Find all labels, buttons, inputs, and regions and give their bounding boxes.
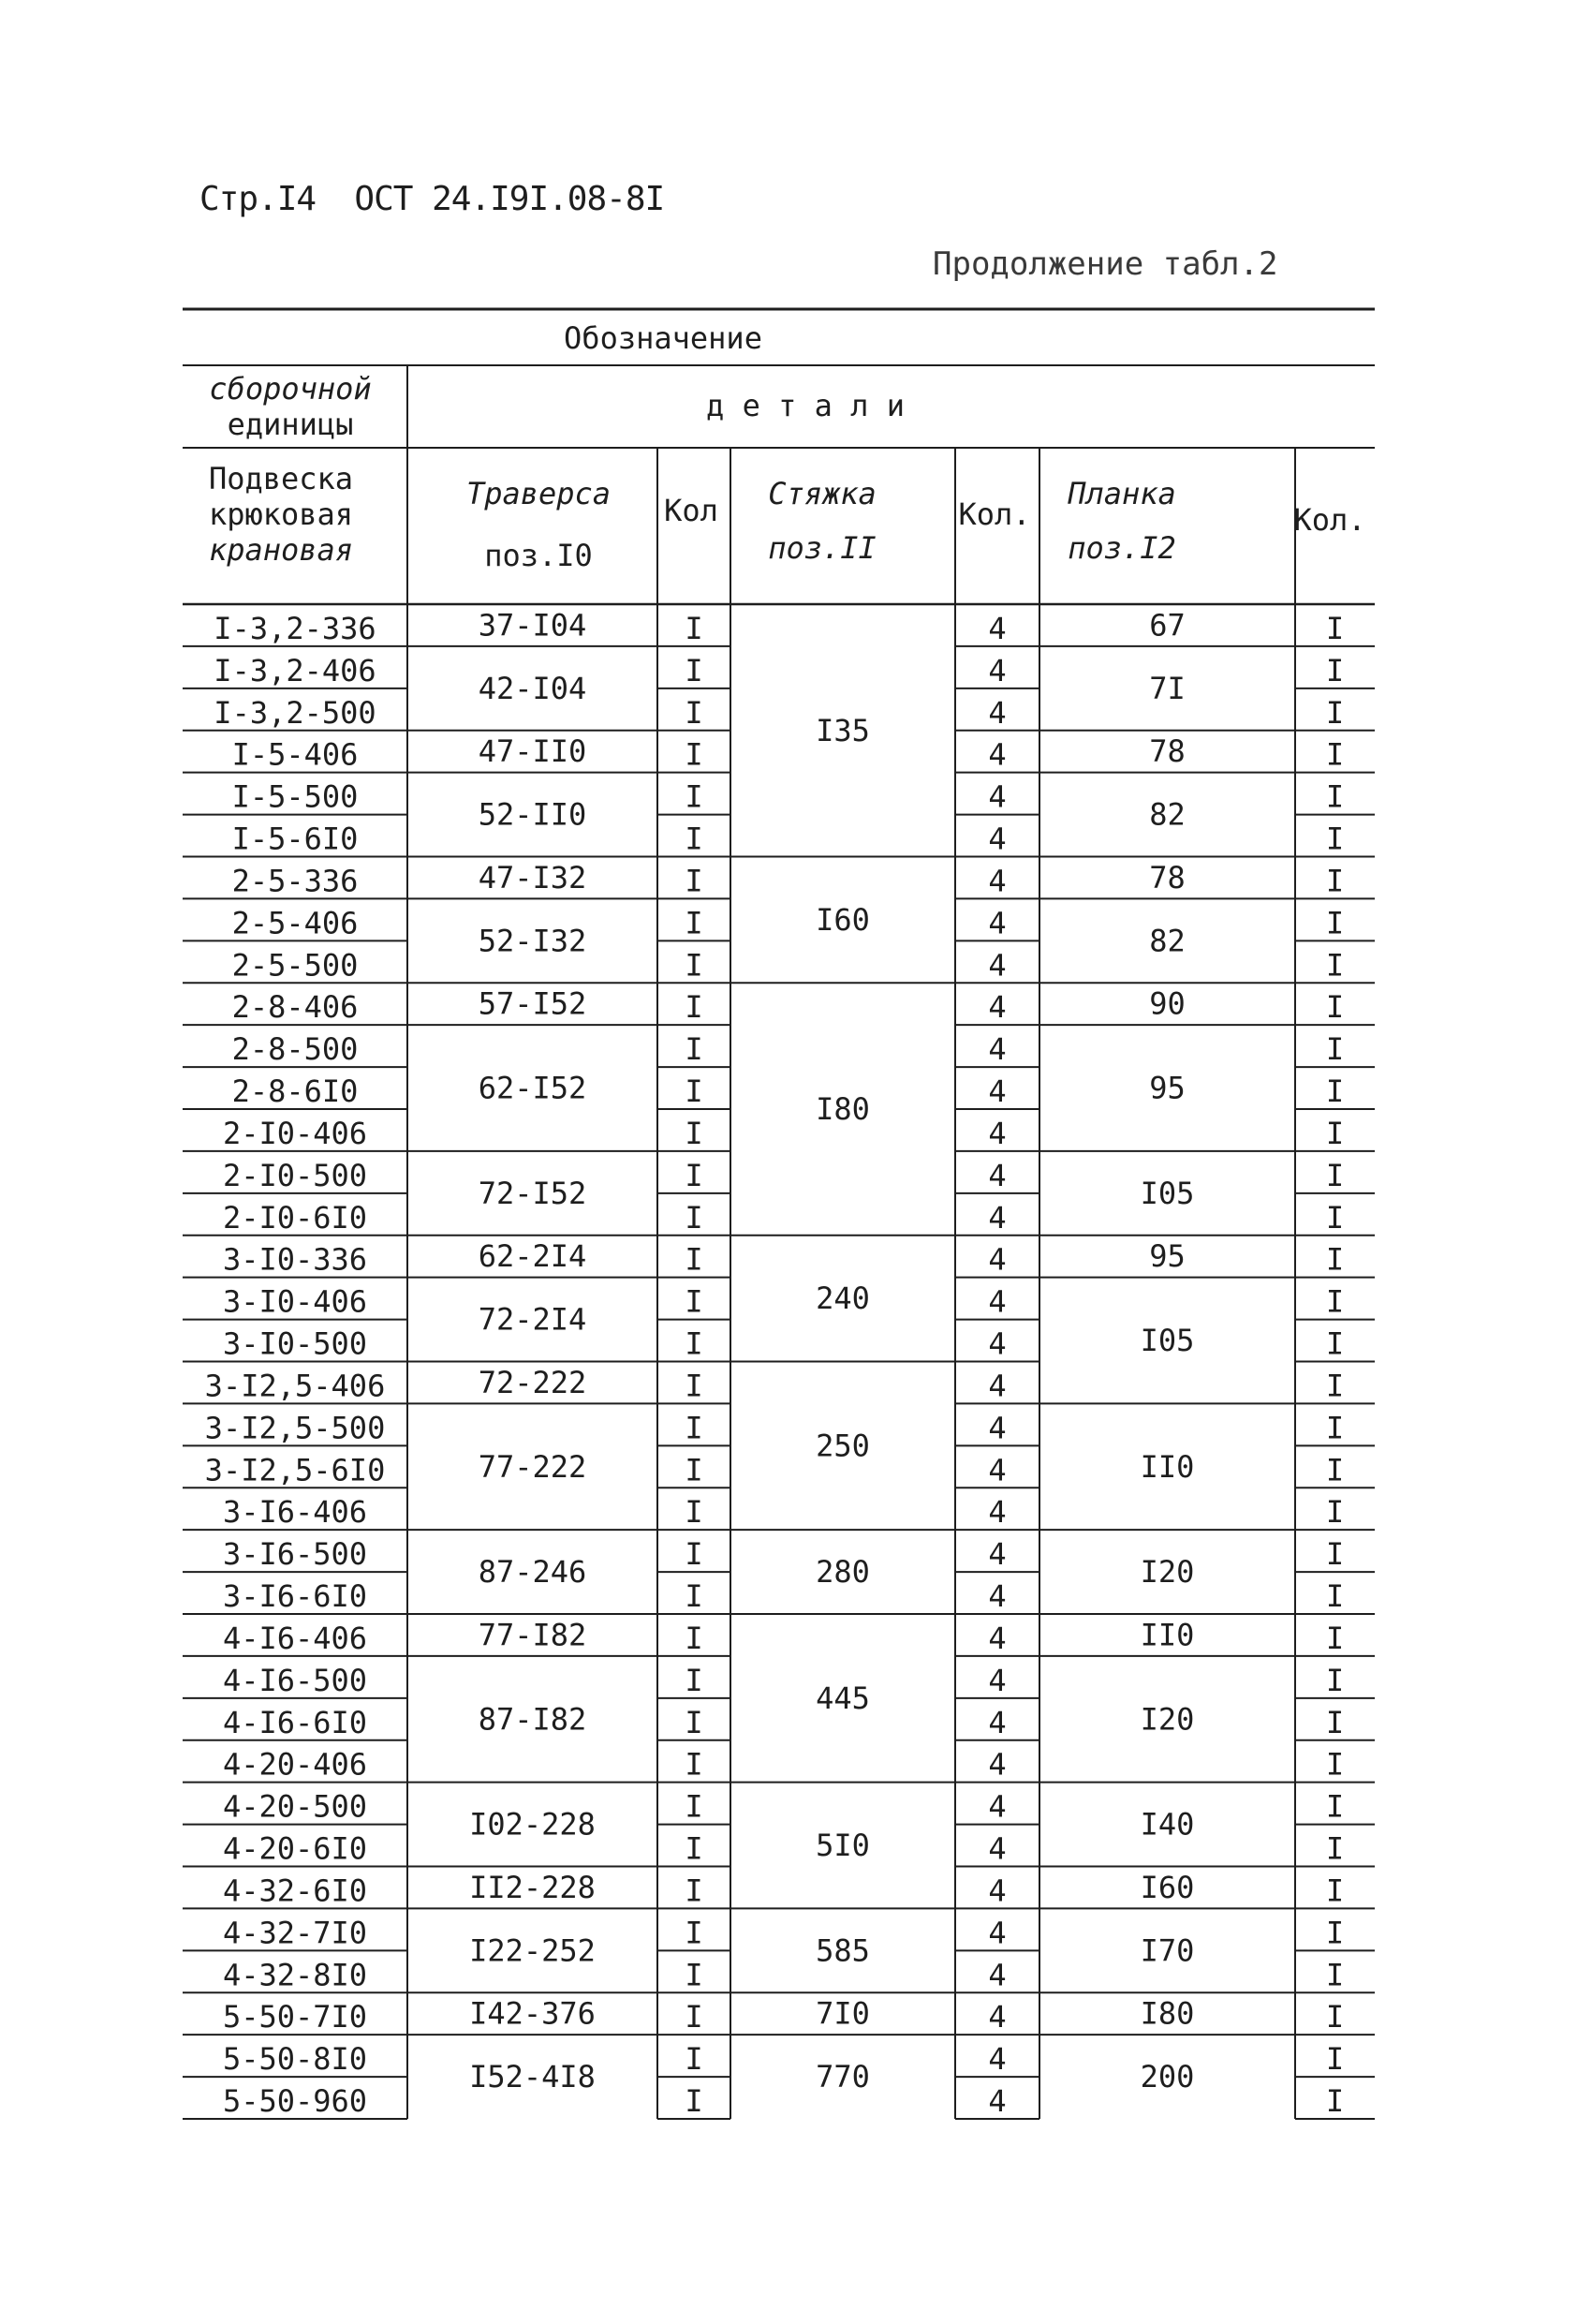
traverse-qty-cell: I (685, 947, 703, 984)
traverse-designation-cell: I52-4I8 (469, 2059, 596, 2095)
traverse-designation-cell: 47-II0 (478, 733, 587, 770)
tie-qty-cell: 4 (988, 1199, 1007, 1236)
assembly-designation: 4-20-6I0 (222, 1830, 368, 1867)
traverse-designation-cell: 47-I32 (478, 859, 587, 896)
assembly-designation: I-3,2-406 (214, 652, 376, 688)
strip-designation-cell: 67 (1149, 607, 1186, 644)
traverse-qty-cell: I (685, 2041, 703, 2078)
strip-designation-cell: II0 (1140, 1617, 1195, 1653)
strip-qty-cell: I (1325, 1662, 1345, 1698)
assembly-designation: 3-I2,5-406 (204, 1368, 386, 1404)
strip-qty-cell: I (1325, 1746, 1345, 1783)
strip-designation-cell: 95 (1149, 1070, 1186, 1106)
tie-qty-cell: 4 (988, 863, 1007, 899)
traverse-qty-cell: I (685, 1115, 703, 1151)
traverse-designation-cell: 42-I04 (478, 670, 587, 706)
assembly-designation: 3-I0-336 (222, 1241, 368, 1278)
tie-designation-cell: 770 (816, 2059, 870, 2095)
strip-qty-cell: I (1325, 694, 1345, 731)
assembly-designation: 4-20-500 (222, 1788, 368, 1825)
tie-qty-cell: 4 (988, 1410, 1007, 1446)
assembly-designation: 4-I6-500 (222, 1662, 368, 1698)
traverse-qty-cell: I (685, 694, 703, 731)
strip-qty-cell: I (1325, 1199, 1345, 1236)
header-strip-1: Планка (1068, 476, 1176, 511)
traverse-designation-cell: 87-246 (478, 1554, 587, 1591)
strip-qty-cell: I (1325, 1283, 1345, 1320)
assembly-designation: I-3,2-500 (214, 694, 376, 731)
tie-designation-cell: I80 (816, 1091, 870, 1127)
traverse-qty-cell: I (685, 2083, 703, 2119)
assembly-designation: I-3,2-336 (214, 610, 376, 646)
strip-designation-cell: 78 (1149, 733, 1186, 770)
traverse-designation-cell: 57-I52 (478, 985, 587, 1022)
header-tie-2: поз.II (768, 530, 877, 566)
tie-designation-cell: 5I0 (816, 1828, 870, 1864)
traverse-designation-cell: 37-I04 (478, 607, 587, 644)
strip-designation-cell: I60 (1140, 1869, 1195, 1905)
tie-qty-cell: 4 (988, 1830, 1007, 1867)
traverse-qty-cell: I (685, 821, 703, 857)
strip-designation-cell: I20 (1140, 1554, 1195, 1591)
strip-qty-cell: I (1325, 1578, 1345, 1614)
strip-qty-cell: I (1325, 610, 1345, 646)
tie-designation-cell: 250 (816, 1428, 870, 1464)
assembly-designation: 4-32-6I0 (222, 1873, 368, 1909)
strip-designation-cell: II0 (1140, 1448, 1195, 1485)
strip-qty-cell: I (1325, 989, 1345, 1026)
traverse-designation-cell: 87-I82 (478, 1701, 587, 1738)
tie-qty-cell: 4 (988, 1241, 1007, 1278)
strip-qty-cell: I (1325, 778, 1345, 815)
assembly-designation: I-5-500 (231, 778, 359, 815)
traverse-qty-cell: I (685, 1199, 703, 1236)
assembly-designation: 4-I6-406 (222, 1620, 368, 1656)
traverse-qty-cell: I (685, 1325, 703, 1362)
header-assembly-type-3: крановая (208, 532, 354, 568)
strip-qty-cell: I (1325, 1704, 1345, 1740)
header-traverse-2: поз.I0 (484, 538, 593, 573)
traverse-designation-cell: I42-376 (469, 1995, 596, 2032)
assembly-designation: 2-I0-6I0 (222, 1199, 368, 1236)
assembly-designation: 3-I0-406 (222, 1283, 368, 1320)
strip-qty-cell: I (1325, 652, 1345, 688)
traverse-qty-cell: I (685, 1746, 703, 1783)
traverse-qty-cell: I (685, 1410, 703, 1446)
strip-qty-cell: I (1325, 1325, 1345, 1362)
tie-qty-cell: 4 (988, 1115, 1007, 1151)
strip-qty-cell: I (1325, 1957, 1345, 1993)
traverse-designation-cell: I22-252 (469, 1932, 596, 1969)
traverse-qty-cell: I (685, 1494, 703, 1531)
strip-qty-cell: I (1325, 1241, 1345, 1278)
traverse-qty-cell: I (685, 1999, 703, 2035)
strip-designation-cell: 78 (1149, 859, 1186, 896)
traverse-qty-cell: I (685, 1830, 703, 1867)
tie-designation-cell: I35 (816, 712, 870, 748)
strip-designation-cell: I40 (1140, 1806, 1195, 1843)
tie-qty-cell: 4 (988, 1536, 1007, 1573)
tie-qty-cell: 4 (988, 1662, 1007, 1698)
assembly-designation: 2-I0-406 (222, 1115, 368, 1151)
tie-qty-cell: 4 (988, 1957, 1007, 1993)
page-header: Стр.I4 ОСТ 24.I9I.08-8I (199, 180, 665, 218)
assembly-designation: 3-I6-6I0 (222, 1578, 368, 1614)
tie-qty-cell: 4 (988, 1620, 1007, 1656)
header-assembly-type-2: крюковая (208, 496, 354, 532)
strip-qty-cell: I (1325, 2041, 1345, 2078)
strip-qty-cell: I (1325, 1157, 1345, 1193)
header-tie-qty: Кол. (958, 496, 1031, 532)
traverse-qty-cell: I (685, 1578, 703, 1614)
tie-qty-cell: 4 (988, 989, 1007, 1026)
traverse-qty-cell: I (685, 863, 703, 899)
traverse-qty-cell: I (685, 1620, 703, 1656)
traverse-qty-cell: I (685, 1031, 703, 1068)
strip-qty-cell: I (1325, 1031, 1345, 1068)
tie-qty-cell: 4 (988, 2083, 1007, 2119)
assembly-designation: 4-32-8I0 (222, 1957, 368, 1993)
assembly-designation: 3-I6-500 (222, 1536, 368, 1573)
tie-qty-cell: 4 (988, 1325, 1007, 1362)
strip-designation-cell: I70 (1140, 1932, 1195, 1969)
strip-qty-cell: I (1325, 1999, 1345, 2035)
assembly-designation: 3-I0-500 (222, 1325, 368, 1362)
traverse-qty-cell: I (685, 1283, 703, 1320)
traverse-qty-cell: I (685, 736, 703, 773)
traverse-designation-cell: 62-I52 (478, 1070, 587, 1106)
traverse-qty-cell: I (685, 1241, 703, 1278)
strip-qty-cell: I (1325, 1830, 1345, 1867)
assembly-designation: 2-5-336 (231, 863, 359, 899)
header-traverse-1: Траверса (465, 476, 612, 511)
traverse-designation-cell: 52-II0 (478, 796, 587, 833)
tie-designation-cell: 445 (816, 1680, 870, 1716)
traverse-qty-cell: I (685, 1915, 703, 1951)
strip-designation-cell: 95 (1149, 1238, 1186, 1275)
traverse-qty-cell: I (685, 1662, 703, 1698)
header-assembly-type-1: Подвеска (208, 461, 354, 496)
traverse-qty-cell: I (685, 905, 703, 941)
assembly-designation: 2-8-406 (231, 989, 359, 1026)
traverse-qty-cell: I (685, 1157, 703, 1193)
strip-qty-cell: I (1325, 1620, 1345, 1656)
traverse-designation-cell: 52-I32 (478, 923, 587, 959)
assembly-designation: 2-8-500 (231, 1031, 359, 1068)
traverse-qty-cell: I (685, 1368, 703, 1404)
header-parts-label: д е т а л и (706, 388, 905, 423)
traverse-designation-cell: 72-2I4 (478, 1301, 587, 1338)
traverse-qty-cell: I (685, 1873, 703, 1909)
traverse-qty-cell: I (685, 778, 703, 815)
tie-qty-cell: 4 (988, 1915, 1007, 1951)
traverse-qty-cell: I (685, 1957, 703, 1993)
tie-qty-cell: 4 (988, 1746, 1007, 1783)
assembly-designation: I-5-6I0 (231, 821, 359, 857)
traverse-qty-cell: I (685, 1788, 703, 1825)
traverse-qty-cell: I (685, 989, 703, 1026)
strip-qty-cell: I (1325, 1494, 1345, 1531)
header-strip-qty: Кол. (1293, 502, 1366, 538)
tie-qty-cell: 4 (988, 1031, 1007, 1068)
tie-qty-cell: 4 (988, 610, 1007, 646)
strip-qty-cell: I (1325, 947, 1345, 984)
traverse-qty-cell: I (685, 610, 703, 646)
tie-designation-cell: 280 (816, 1554, 870, 1591)
assembly-designation: 4-20-406 (222, 1746, 368, 1783)
traverse-designation-cell: II2-228 (469, 1869, 596, 1905)
assembly-designation: 5-50-7I0 (222, 1999, 368, 2035)
table-continuation-label: Продолжение табл.2 (933, 245, 1278, 283)
strip-qty-cell: I (1325, 1536, 1345, 1573)
strip-designation-cell: I20 (1140, 1701, 1195, 1738)
assembly-designation: 2-5-406 (231, 905, 359, 941)
header-strip-2: поз.I2 (1068, 530, 1176, 566)
tie-qty-cell: 4 (988, 652, 1007, 688)
strip-qty-cell: I (1325, 1410, 1345, 1446)
traverse-qty-cell: I (685, 1536, 703, 1573)
strip-designation-cell: 200 (1140, 2059, 1195, 2095)
traverse-qty-cell: I (685, 652, 703, 688)
tie-designation-cell: I60 (816, 901, 870, 938)
tie-designation-cell: 240 (816, 1280, 870, 1317)
strip-designation-cell: 82 (1149, 923, 1186, 959)
tie-qty-cell: 4 (988, 694, 1007, 731)
strip-designation-cell: 90 (1149, 985, 1186, 1022)
traverse-qty-cell: I (685, 1704, 703, 1740)
assembly-designation: 3-I2,5-500 (204, 1410, 386, 1446)
assembly-designation: 4-32-7I0 (222, 1915, 368, 1951)
strip-designation-cell: I05 (1140, 1323, 1195, 1359)
tie-qty-cell: 4 (988, 821, 1007, 857)
traverse-designation-cell: 62-2I4 (478, 1238, 587, 1275)
tie-qty-cell: 4 (988, 1873, 1007, 1909)
tie-designation-cell: 7I0 (816, 1995, 870, 2032)
traverse-designation-cell: 72-I52 (478, 1175, 587, 1211)
strip-designation-cell: 82 (1149, 796, 1186, 833)
tie-qty-cell: 4 (988, 905, 1007, 941)
strip-designation-cell: I80 (1140, 1995, 1195, 2032)
traverse-designation-cell: I02-228 (469, 1806, 596, 1843)
traverse-qty-cell: I (685, 1073, 703, 1109)
tie-qty-cell: 4 (988, 1452, 1007, 1488)
strip-qty-cell: I (1325, 1073, 1345, 1109)
traverse-qty-cell: I (685, 1452, 703, 1488)
header-assembly-label-1: сборочной (209, 371, 372, 407)
strip-qty-cell: I (1325, 1915, 1345, 1951)
assembly-designation: 4-I6-6I0 (222, 1704, 368, 1740)
strip-qty-cell: I (1325, 1873, 1345, 1909)
header-tie-1: Стяжка (768, 476, 877, 511)
tie-qty-cell: 4 (988, 1578, 1007, 1614)
tie-qty-cell: 4 (988, 1368, 1007, 1404)
tie-qty-cell: 4 (988, 1704, 1007, 1740)
strip-qty-cell: I (1325, 905, 1345, 941)
strip-qty-cell: I (1325, 1788, 1345, 1825)
tie-qty-cell: 4 (988, 1073, 1007, 1109)
tie-qty-cell: 4 (988, 1494, 1007, 1531)
tie-qty-cell: 4 (988, 1283, 1007, 1320)
tie-qty-cell: 4 (988, 947, 1007, 984)
assembly-designation: 5-50-8I0 (222, 2041, 368, 2078)
traverse-designation-cell: 77-222 (478, 1448, 587, 1485)
tie-designation-cell: 585 (816, 1932, 870, 1969)
traverse-designation-cell: 72-222 (478, 1364, 587, 1400)
strip-qty-cell: I (1325, 2083, 1345, 2119)
traverse-designation-cell: 77-I82 (478, 1617, 587, 1653)
header-assembly-label-2: единицы (227, 407, 354, 442)
tie-qty-cell: 4 (988, 736, 1007, 773)
strip-qty-cell: I (1325, 1368, 1345, 1404)
assembly-designation: 3-I2,5-6I0 (204, 1452, 386, 1488)
strip-designation-cell: 7I (1149, 670, 1186, 706)
strip-qty-cell: I (1325, 821, 1345, 857)
assembly-designation: 2-I0-500 (222, 1157, 368, 1193)
strip-qty-cell: I (1325, 1452, 1345, 1488)
assembly-designation: 2-5-500 (231, 947, 359, 984)
tie-qty-cell: 4 (988, 1788, 1007, 1825)
strip-designation-cell: I05 (1140, 1175, 1195, 1211)
tie-qty-cell: 4 (988, 2041, 1007, 2078)
tie-qty-cell: 4 (988, 1157, 1007, 1193)
table-body (205, 607, 1344, 2119)
assembly-designation: 2-8-6I0 (231, 1073, 359, 1109)
assembly-designation: 3-I6-406 (222, 1494, 368, 1531)
strip-qty-cell: I (1325, 736, 1345, 773)
header-traverse-qty: Кол (664, 493, 718, 528)
strip-qty-cell: I (1325, 1115, 1345, 1151)
tie-qty-cell: 4 (988, 778, 1007, 815)
header-group-label: Обозначение (564, 320, 762, 356)
assembly-designation: 5-50-960 (222, 2083, 368, 2119)
tie-qty-cell: 4 (988, 1999, 1007, 2035)
strip-qty-cell: I (1325, 863, 1345, 899)
assembly-designation: I-5-406 (231, 736, 359, 773)
